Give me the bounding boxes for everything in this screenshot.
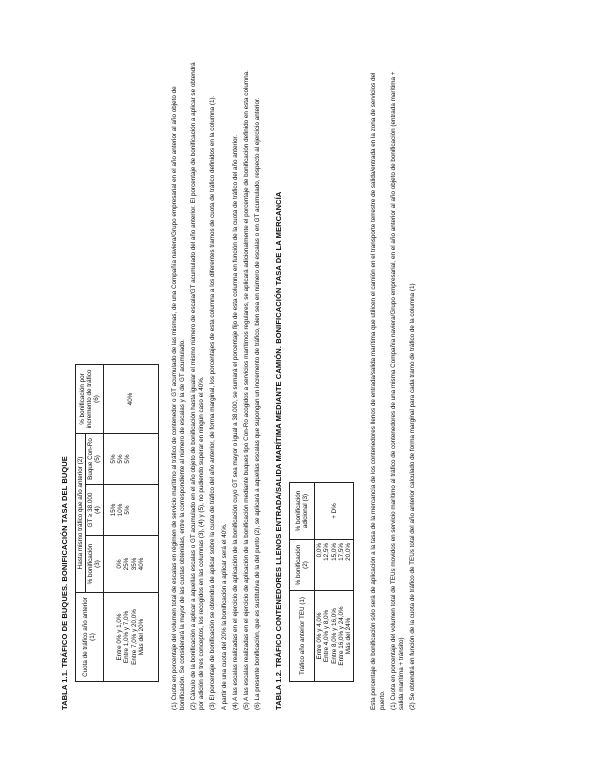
header-group: Hasta mismo tráfico que año anterior (2) xyxy=(76,434,86,593)
additional-value: + D% xyxy=(315,483,354,540)
cuota-value: Entre 1,0% y 7,0% xyxy=(123,610,131,664)
table-1-1-title: TABLA 1.1. TRÁFICO DE BUQUES. BONIFICACIÓN TASA DEL BUQUE xyxy=(60,456,69,710)
gt-value: 10% xyxy=(116,503,124,517)
teu-value: Entre 0% y 4,0% xyxy=(316,612,324,660)
gt-column-cell xyxy=(103,485,158,536)
table-1-1-notes xyxy=(171,60,263,710)
note-text: (3) El porcentaje de bonificación se obtendrá de aplicar sobre la cuota de tráfico del año anterior, de forma marginal, los porcentajes de esta columna a los diferentes tramos de cuota de tráfico definidos en la columna (1). xyxy=(209,95,217,710)
teu-value: Más del 24% xyxy=(345,617,353,655)
conro-value: 5% xyxy=(116,454,124,464)
pct-value: 0% xyxy=(116,559,124,569)
pct-value: 35% xyxy=(130,557,138,571)
cuota-value: Entre 7,0% y 20,0% xyxy=(130,609,138,665)
note-text: Esta porcentaje de bonificación sólo será de aplicación a la tasa de la mercancía de los contenedores llenos de entrada/salida marítima que utilicen el camión en el transporte terrestre de salida/entrada en la zona de servicios del puerto. xyxy=(370,72,386,710)
teu-value: Entre 4,0% y 8,0% xyxy=(323,609,331,663)
header-teu: Tráfico año anterior TEU (1) xyxy=(290,591,315,682)
table-1-2-notes xyxy=(370,60,417,710)
note-text: (2) Cálculo de la bonificación a aplicar a aquellas escalas o GT acumulado en el año objeto de bonificación hasta igualar el mismo número de escala/GT acumulado del año anterior. El porcentaje de bonificación a aplicar se obtendrá por adición de tres conceptos, los recogidos en las columnas (3), (4) y (5), no pudiendo superar en ningún caso el 40%. xyxy=(190,62,206,710)
header-conro: Buque Con-Ro (5) xyxy=(86,434,103,485)
teu-column-cell xyxy=(315,591,354,682)
document-page xyxy=(60,60,420,710)
table-1-2-title: TABLA 1.2. TRÁFICO CONTENEDORES LLENOS ENTRADA/SALIDA MARÍTIMA MEDIANTE CAMIÓN. BONIFICACIÓN TASA DE LA MERCANCÍA xyxy=(274,191,284,710)
note-text: A partir de una cuota del 20% la bonificación a aplicar será el 40%. xyxy=(220,523,228,710)
header-cuota: Cuota de tráfico año anterior (1) xyxy=(76,593,104,682)
note-text: (2) Se obtendrá en función de la cuota de tráfico de TEUs total del año anterior calculado de forma marginal para cada tramo de tráfico de la columna (1) xyxy=(409,283,417,710)
increment-value: 40% xyxy=(103,365,158,434)
pct2-column-cell xyxy=(315,540,354,591)
gt-value: 5% xyxy=(124,505,132,515)
cuota-value: Entre 0% y 1,0% xyxy=(116,613,124,661)
pct2-value: 17,5% xyxy=(337,543,345,561)
header-gt: GT ≥ 38.000 (4) xyxy=(86,485,103,536)
note-text: (1) Cuota en porcentaje del volumen total de TEUs movidos en servicio marítimo al tráfico de contenedores de una misma Compañía naviera/Grupo empresarial, en el año anterior al año objeto de bonificación (entrada marítima + salida marítima + tránsito) xyxy=(389,71,405,710)
header-pct: % bonificación (3) xyxy=(86,536,103,593)
teu-value: Entre 8,0% y 16,0% xyxy=(330,608,338,664)
pct-value: 25% xyxy=(123,557,131,571)
header-pct-2: % bonificación (2) xyxy=(290,540,315,591)
note-text: (5) A las escalas realizadas en el ejercicio de aplicación de la bonificación mediante buques tipo Con-Ro acogidos a servicios marítimos regulares, se aplicará adicionalmente el porcentaje de bonificación definido en esta columna. xyxy=(242,70,250,710)
conro-value: 5% xyxy=(124,454,132,464)
pct2-value: 0,0% xyxy=(316,543,324,558)
header-increment: % bonificación por incremento de tráfico (6) xyxy=(76,365,104,434)
header-additional: % bonificación adicional (3) xyxy=(290,483,315,540)
note-text: (6) La presente bonificación, que es sustitutiva de la del punto (2), se aplicará a aquellas escalas que supongan un incremento de tráfico, bien sea en número de escalas o en GT acumulado, respecto al ejercicio anterior. xyxy=(254,97,262,710)
pct2-value: 15,0% xyxy=(330,543,338,561)
note-text: (1) Cuota en porcentaje del volumen total de escalas en régimen de servicio marítimo al tráfico de contenedor o GT acumulado de las mismas, de una Compañía naviera/Grupo empresarial en el año anterior al año objeto de bonificación. Se considerará la mayor de las cuotas obtenidas, entre la correspondiente al número de escalas y la de GT acumulado. xyxy=(170,86,186,710)
conro-value: 5% xyxy=(109,454,117,464)
pct-column-cell xyxy=(103,536,158,593)
cuota-column-cell xyxy=(103,593,158,682)
pct-value: 40% xyxy=(137,557,145,571)
gt-value: 15% xyxy=(109,503,117,517)
container-traffic-table xyxy=(289,482,354,682)
teu-value: Entre 16,0% y 24,0% xyxy=(337,606,345,666)
ship-traffic-table xyxy=(75,364,159,682)
pct2-value: 12,5% xyxy=(323,543,331,561)
cuota-value: Más del 20% xyxy=(137,618,145,656)
note-text: (4) A las escalas realizadas en el ejercicio de aplicación de la bonificación cuyo GT sea mayor o igual a 38.000, se sumará el porcentaje fijo de esta columna en función de la cuota de tráfico del año anterior. xyxy=(231,135,239,710)
pct2-value: 20,0% xyxy=(345,543,353,561)
conro-column-cell xyxy=(103,434,158,485)
